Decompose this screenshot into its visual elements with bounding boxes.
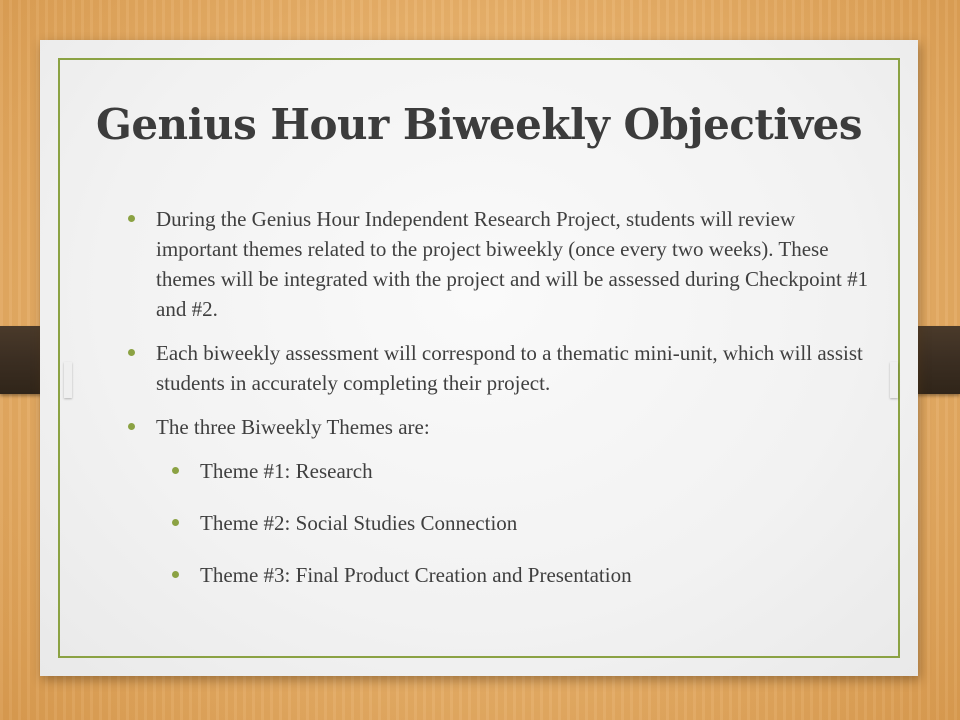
sub-bullet-text: Theme #1: Research [200, 459, 373, 483]
bullet-item [112, 338, 882, 398]
bullet-dot-icon [128, 349, 135, 356]
bullet-text: The three Biweekly Themes are: [156, 415, 430, 439]
right-pin [890, 362, 898, 398]
right-strap [916, 326, 960, 394]
bullet-dot-icon [128, 423, 135, 430]
bullet-item [112, 204, 882, 324]
bullet-dot-icon [172, 519, 179, 526]
sub-bullet-item [112, 560, 882, 590]
sub-bullet-text: Theme #2: Social Studies Connection [200, 511, 518, 535]
sub-bullet-text: Theme #3: Final Product Creation and Presentation [200, 563, 632, 587]
sub-bullet-item [112, 456, 882, 486]
bullet-dot-icon [172, 571, 179, 578]
bullet-dot-icon [128, 215, 135, 222]
bullet-item [112, 412, 882, 442]
sub-bullet-item [112, 508, 882, 538]
slide-title: Genius Hour Biweekly Objectives [95, 100, 863, 149]
bullet-text: During the Genius Hour Independent Research Project, students will review important themes related to the project biweekly (once every two weeks). These themes will be integrated with the project and will be assessed during Checkpoint #1 and #2. [156, 207, 869, 321]
bullet-dot-icon [172, 467, 179, 474]
left-strap [0, 326, 44, 394]
bullet-list [112, 204, 882, 612]
left-pin [64, 362, 72, 398]
slide-card [40, 40, 918, 676]
bullet-text: Each biweekly assessment will correspond to a thematic mini-unit, which will assist students in accurately completing their project. [156, 341, 863, 395]
